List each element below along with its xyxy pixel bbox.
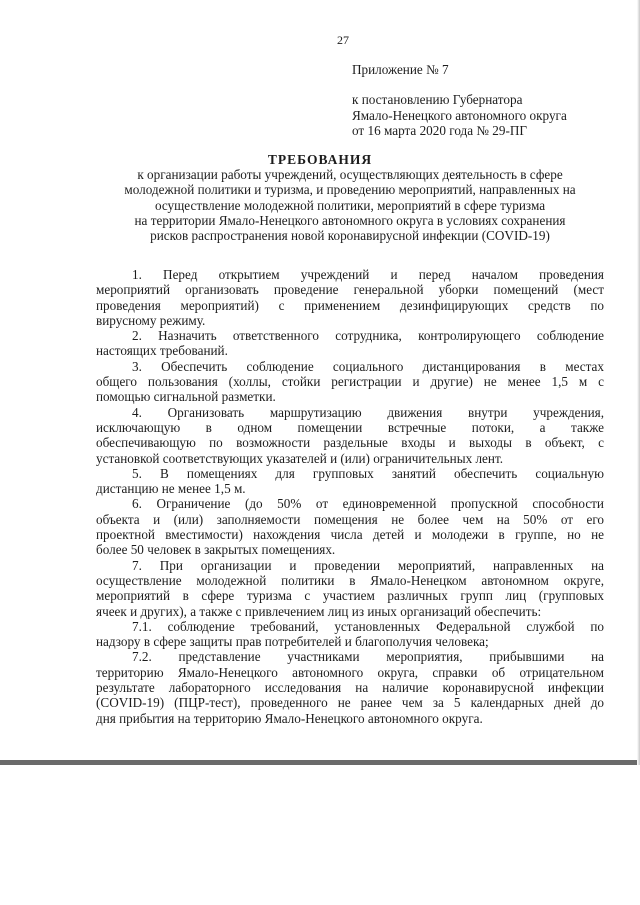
paragraph-line: территорию Ямало-Ненецкого автономного округа, справки об отрицательном	[96, 664, 604, 680]
subtitle-line: к организации работы учреждений, осуществляющих деятельность в сфере	[137, 167, 563, 182]
subtitle-line: на территории Ямало-Ненецкого автономного округа в условиях сохранения	[134, 212, 566, 228]
requirement-paragraph	[96, 328, 604, 359]
paragraph-line: 3. Обеспечить соблюдение социального дистанцирования в местах	[132, 358, 604, 374]
paragraph-line: проведения мероприятий) с применением дезинфицирующих средств по	[96, 297, 604, 313]
paragraph-line: объекта и (или) заполняемости помещения не более чем на 50% от его	[96, 511, 604, 527]
annex-ref-line: к постановлению Губернатора	[352, 92, 523, 108]
requirement-paragraph	[96, 649, 604, 725]
paragraph-line: дистанцию не менее 1,5 м.	[96, 481, 246, 497]
subtitle-line: осуществление молодежной политики, мероприятий в сфере туризма	[154, 197, 546, 213]
paragraph-line: исключающую в одном помещении встречные потоки, а также	[96, 419, 604, 435]
subtitle-line: рисков распространения новой коронавирусной инфекции (COVID-19)	[150, 228, 550, 244]
paragraph-line: обеспечивающую по возможности раздельные входы и выходы в объект, с	[96, 435, 604, 451]
paragraph-line: 7. При организации и проведении мероприятий, направленных на	[132, 557, 604, 573]
requirement-paragraph	[96, 558, 604, 619]
paragraph-line: проектной вместимости) нахождения числа детей и молодежи в группе, но не	[96, 527, 604, 543]
paragraph-line: 7.1. соблюдение требований, установленных Федеральной службой по	[132, 618, 604, 634]
paragraph-line: 4. Организовать маршрутизацию движения внутри учреждения,	[132, 404, 604, 420]
paragraph-line: более 50 человек в закрытых помещениях.	[96, 542, 336, 558]
paragraph-line: 6. Ограничение (до 50% от единовременной пропускной способности	[132, 496, 604, 512]
requirement-paragraph	[96, 405, 604, 466]
requirement-paragraph	[96, 619, 604, 650]
page-number: 27	[337, 33, 349, 47]
paragraph-line: (COVID-19) (ПЦР-тест), проведенного не ранее чем за 5 календарных дней до	[96, 695, 604, 711]
paragraph-line: мероприятий в сфере туризма с участием различных групп лиц (групповых	[96, 588, 604, 604]
document-body	[96, 267, 604, 726]
paragraph-line: помощью сигнальной разметки.	[96, 389, 276, 405]
requirement-paragraph	[96, 496, 604, 557]
annex-ref-line: Ямало-Ненецкого автономного округа	[352, 107, 567, 123]
paragraph-line: установкой соответствующих указателей и (или) ограничительных лент.	[96, 450, 504, 466]
paragraph-line: осуществление молодежной политики в Ямало-Ненецком автономном округе,	[96, 572, 604, 588]
annex-block	[352, 62, 567, 138]
requirement-paragraph	[96, 466, 604, 497]
paragraph-line: 1. Перед открытием учреждений и перед началом проведения	[132, 267, 604, 282]
paragraph-line: настоящих требований.	[96, 343, 228, 359]
document-subtitle	[80, 167, 620, 243]
paragraph-line: 2. Назначить ответственного сотрудника, контролирующего соблюдение	[132, 328, 604, 344]
subtitle-line: молодежной политики и туризма, и проведению мероприятий, направленных на	[124, 182, 576, 198]
document-title: ТРЕБОВАНИЯ	[267, 152, 373, 167]
paragraph-line: надзору в сфере защиты прав потребителей и благополучия человека;	[96, 634, 489, 650]
paragraph-line: 5. В помещениях для групповых занятий обеспечить социальную	[132, 465, 604, 481]
paragraph-line: 7.2. представление участниками мероприятия, прибывшими на	[132, 649, 604, 665]
paragraph-line: результате лабораторного исследования на наличие коронавирусной инфекции	[96, 680, 604, 696]
annex-title: Приложение № 7	[352, 62, 449, 77]
annex-ref-line: от 16 марта 2020 года № 29-ПГ	[352, 122, 527, 138]
paragraph-line: дня прибытия на территорию Ямало-Ненецкого автономного округа.	[96, 710, 483, 726]
paragraph-line: ячеек и других), а также с привлечением лиц из иных организаций обеспечить:	[96, 603, 542, 619]
paragraph-line: мероприятий организовать проведение генеральной уборки помещений (мест	[96, 282, 604, 298]
requirement-paragraph	[96, 267, 604, 328]
paragraph-line: общего пользования (холлы, стойки регистрации и другие) не менее 1,5 м с	[96, 374, 604, 390]
paragraph-line: вирусному режиму.	[96, 312, 206, 328]
requirement-paragraph	[96, 359, 604, 405]
